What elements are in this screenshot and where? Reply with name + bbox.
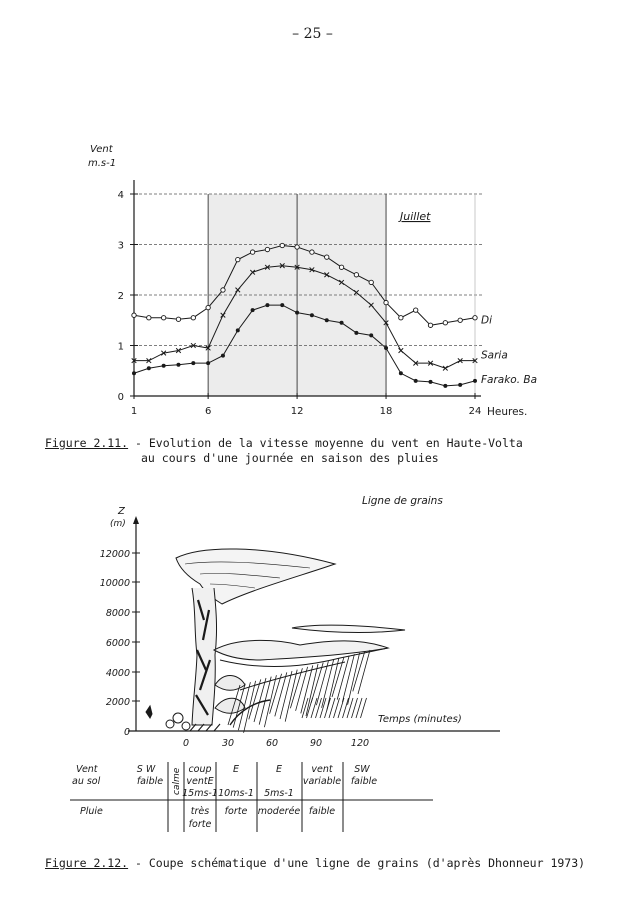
- time-tick-label: 90: [309, 738, 323, 749]
- data-point: [354, 331, 358, 335]
- y-tick-label: 1: [117, 341, 124, 353]
- time-tick-label: 60: [265, 738, 279, 749]
- diagram-title: Ligne de grains: [362, 495, 443, 507]
- x-tick-label: 1: [130, 406, 138, 417]
- data-point: [295, 311, 299, 315]
- table-cell: SW: [354, 764, 370, 775]
- time-tick-label: 120: [350, 738, 370, 749]
- squall-line-diagram: [0, 480, 625, 840]
- data-point: [147, 316, 151, 320]
- y-axis-unit: m.s-1: [88, 158, 117, 169]
- table-cell: faible: [308, 806, 336, 817]
- rain-streak: [285, 670, 297, 722]
- data-point: [176, 317, 180, 321]
- rain-streak: [358, 650, 370, 694]
- data-point: [250, 250, 254, 254]
- data-point: [413, 308, 417, 312]
- data-point: [206, 361, 210, 365]
- table-cell: 5ms-1: [264, 788, 294, 799]
- data-point: [369, 333, 373, 337]
- page-number: – 25 –: [292, 26, 333, 42]
- data-point: [132, 313, 136, 317]
- data-point: [176, 363, 180, 367]
- table-cell: S W: [136, 764, 156, 775]
- data-point: [132, 371, 136, 375]
- table-cell: forte: [188, 819, 212, 830]
- data-point: [162, 364, 166, 368]
- data-point: [325, 318, 329, 322]
- data-point: [236, 328, 240, 332]
- data-point: [280, 303, 284, 307]
- chart-title: Juillet: [400, 210, 431, 223]
- table-cell: moderée: [257, 806, 301, 817]
- figure-2-11-label: Figure 2.11.: [45, 436, 129, 450]
- series-label: Di: [481, 314, 493, 327]
- data-point: [147, 366, 151, 370]
- z-tick-label: 10000: [99, 578, 130, 589]
- data-point: [428, 323, 432, 327]
- rain-streak: [306, 664, 318, 716]
- rain-streak: [342, 654, 354, 702]
- data-point: [161, 316, 165, 320]
- figure-2-12-label: Figure 2.12.: [45, 856, 129, 870]
- data-point: [280, 243, 284, 247]
- x-axis-label: Heures.: [487, 406, 528, 418]
- x-tick-label: 12: [290, 406, 304, 417]
- data-point: [221, 354, 225, 358]
- y-tick-label: 3: [117, 240, 124, 252]
- data-point: [221, 288, 225, 292]
- table-cell: 15ms-1: [182, 788, 218, 799]
- data-point: [443, 321, 447, 325]
- series-label: Saria: [481, 349, 508, 362]
- z-axis-label: Z: [118, 506, 125, 517]
- data-point: [310, 250, 314, 254]
- time-tick-label: 0: [182, 738, 190, 749]
- table-cell: coup: [188, 764, 212, 775]
- data-point: [399, 371, 403, 375]
- figure-2-11-caption: [45, 436, 605, 466]
- data-point: [369, 280, 373, 284]
- data-point: [265, 303, 269, 307]
- data-point: [191, 316, 195, 320]
- series-label: Farako. Ba: [481, 373, 538, 386]
- data-point: [384, 300, 388, 304]
- data-point: [458, 383, 462, 387]
- data-point: [191, 361, 195, 365]
- x-tick-label: 24: [468, 406, 482, 417]
- table-cell: vent: [311, 764, 333, 775]
- table-cell: faible: [350, 776, 378, 787]
- data-point: [340, 321, 344, 325]
- z-tick-label: 6000: [105, 638, 130, 649]
- data-point: [399, 348, 404, 353]
- figure-2-11-line2: au cours d'une journée en saison des pluies: [141, 451, 439, 465]
- y-axis-label: Vent: [90, 144, 113, 155]
- squall-line-cloud-illustration: [146, 549, 405, 730]
- data-point: [354, 273, 358, 277]
- table-row-label-wind-ground: au sol: [72, 776, 101, 787]
- y-tick-label: 2: [117, 291, 124, 302]
- table-cell: forte: [224, 806, 248, 817]
- time-axis-label: Temps (minutes): [378, 714, 462, 725]
- table-cell: faible: [136, 776, 164, 787]
- data-point: [473, 316, 477, 320]
- z-axis-unit: (m): [110, 519, 126, 529]
- table-cell: très: [190, 806, 210, 817]
- table-cell-calm: calme: [172, 767, 182, 795]
- data-point: [384, 346, 388, 350]
- table-row-label-wind: Vent: [76, 764, 98, 775]
- data-point: [310, 313, 314, 317]
- rain-streak: [280, 671, 292, 719]
- data-point: [325, 255, 329, 259]
- z-axis-arrow: [133, 516, 139, 524]
- data-point: [399, 316, 403, 320]
- rain-streak: [348, 653, 360, 705]
- x-tick-label: 6: [204, 406, 212, 417]
- wind-speed-chart: [0, 0, 625, 430]
- data-point: [443, 384, 447, 388]
- z-tick-label: 8000: [105, 608, 130, 619]
- table-cell: ventE: [186, 776, 214, 787]
- rain-streaks: [228, 650, 370, 733]
- figure-2-11-line1: - Evolution de la vitesse moyenne du vent en Haute-Volta: [135, 436, 523, 450]
- time-tick-label: 30: [221, 738, 235, 749]
- data-point: [414, 379, 418, 383]
- table-cell: E: [275, 764, 283, 775]
- data-point: [236, 257, 240, 261]
- data-point: [429, 380, 433, 384]
- data-point: [458, 318, 462, 322]
- y-tick-label: 4: [117, 190, 124, 201]
- z-tick-label: 12000: [99, 549, 130, 560]
- table-cell: E: [232, 764, 240, 775]
- z-tick-label: 4000: [105, 668, 130, 679]
- z-tick-label: 2000: [105, 697, 130, 708]
- table-row-label-rain: Pluie: [80, 806, 103, 817]
- figure-2-12-caption: [45, 856, 615, 871]
- data-point: [251, 308, 255, 312]
- data-point: [295, 245, 299, 249]
- data-point: [443, 366, 448, 371]
- data-point: [339, 265, 343, 269]
- table-cell: variable: [302, 776, 342, 787]
- z-tick-label: 0: [123, 727, 130, 738]
- table-cell: 10ms-1: [218, 788, 254, 799]
- data-point: [265, 247, 269, 251]
- figure-2-12-text: - Coupe schématique d'une ligne de grains (d'après Dhonneur 1973): [135, 856, 586, 870]
- data-point: [206, 305, 210, 309]
- x-tick-label: 18: [379, 406, 393, 417]
- data-point: [473, 379, 477, 383]
- y-tick-label: 0: [117, 392, 124, 403]
